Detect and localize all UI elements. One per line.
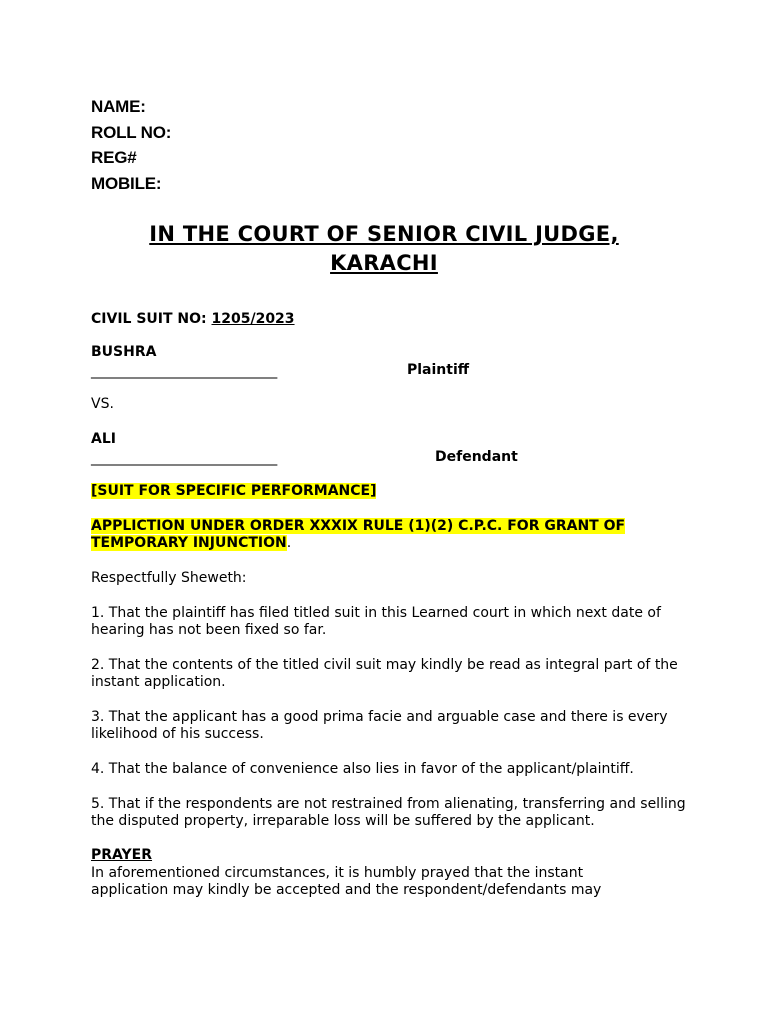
roll-no-label: ROLL NO: [91,122,172,142]
mobile-label: MOBILE: [91,173,162,193]
paragraph-2: 2. That the contents of the titled civil suit may kindly be read as integral part of the instant application. [91,657,678,690]
salutation: Respectfully Sheweth: [91,570,247,586]
court-title-line1: IN THE COURT OF SENIOR CIVIL JUDGE, [149,222,619,246]
plaintiff-role: Plaintiff [407,362,470,378]
reg-label: REG# [91,148,137,167]
plaintiff-name: BUSHRA [91,344,157,360]
court-title [0,220,768,278]
paragraph-3: 3. That the applicant has a good prima facie and arguable case and there is every likelihood of his success. [91,709,668,742]
plaintiff-signature-line: _____________________________ [91,363,277,379]
suit-type [91,483,376,500]
student-info-block [91,94,171,196]
civil-suit-line [91,311,295,328]
paragraph-1: 1. That the plaintiff has filed titled suit in this Learned court in which next date of hearing has not been fixed so far. [91,605,661,638]
court-title-line2: KARACHI [330,251,438,275]
defendant-signature-line: _____________________________ [91,450,277,466]
prayer-text: In aforementioned circumstances, it is humbly prayed that the instant application may kindly be accepted and the respondent/defendants may [91,865,602,898]
application-trailing: . [286,535,292,551]
defendant-name: ALI [91,431,116,447]
versus-text: VS. [91,396,114,412]
paragraph-5: 5. That if the respondents are not restrained from alienating, transferring and selling the disputed property, irreparable loss will be suffered by the applicant. [91,796,686,829]
civil-suit-number: 1205/2023 [211,311,295,327]
prayer-heading: PRAYER [91,847,153,863]
suit-type-text: [SUIT FOR SPECIFIC PERFORMANCE] [91,483,377,499]
paragraph-4: 4. That the balance of convenience also lies in favor of the applicant/plaintiff. [91,761,634,777]
application-line1: APPLICTION UNDER ORDER XXXIX RULE (1)(2) C.P.C. FOR GRANT OF [91,518,626,534]
civil-suit-label: CIVIL SUIT NO: [91,311,207,327]
defendant-role: Defendant [435,449,518,465]
name-label: NAME: [91,97,146,116]
application-heading [91,518,711,552]
application-line2: TEMPORARY INJUNCTION [91,535,287,551]
